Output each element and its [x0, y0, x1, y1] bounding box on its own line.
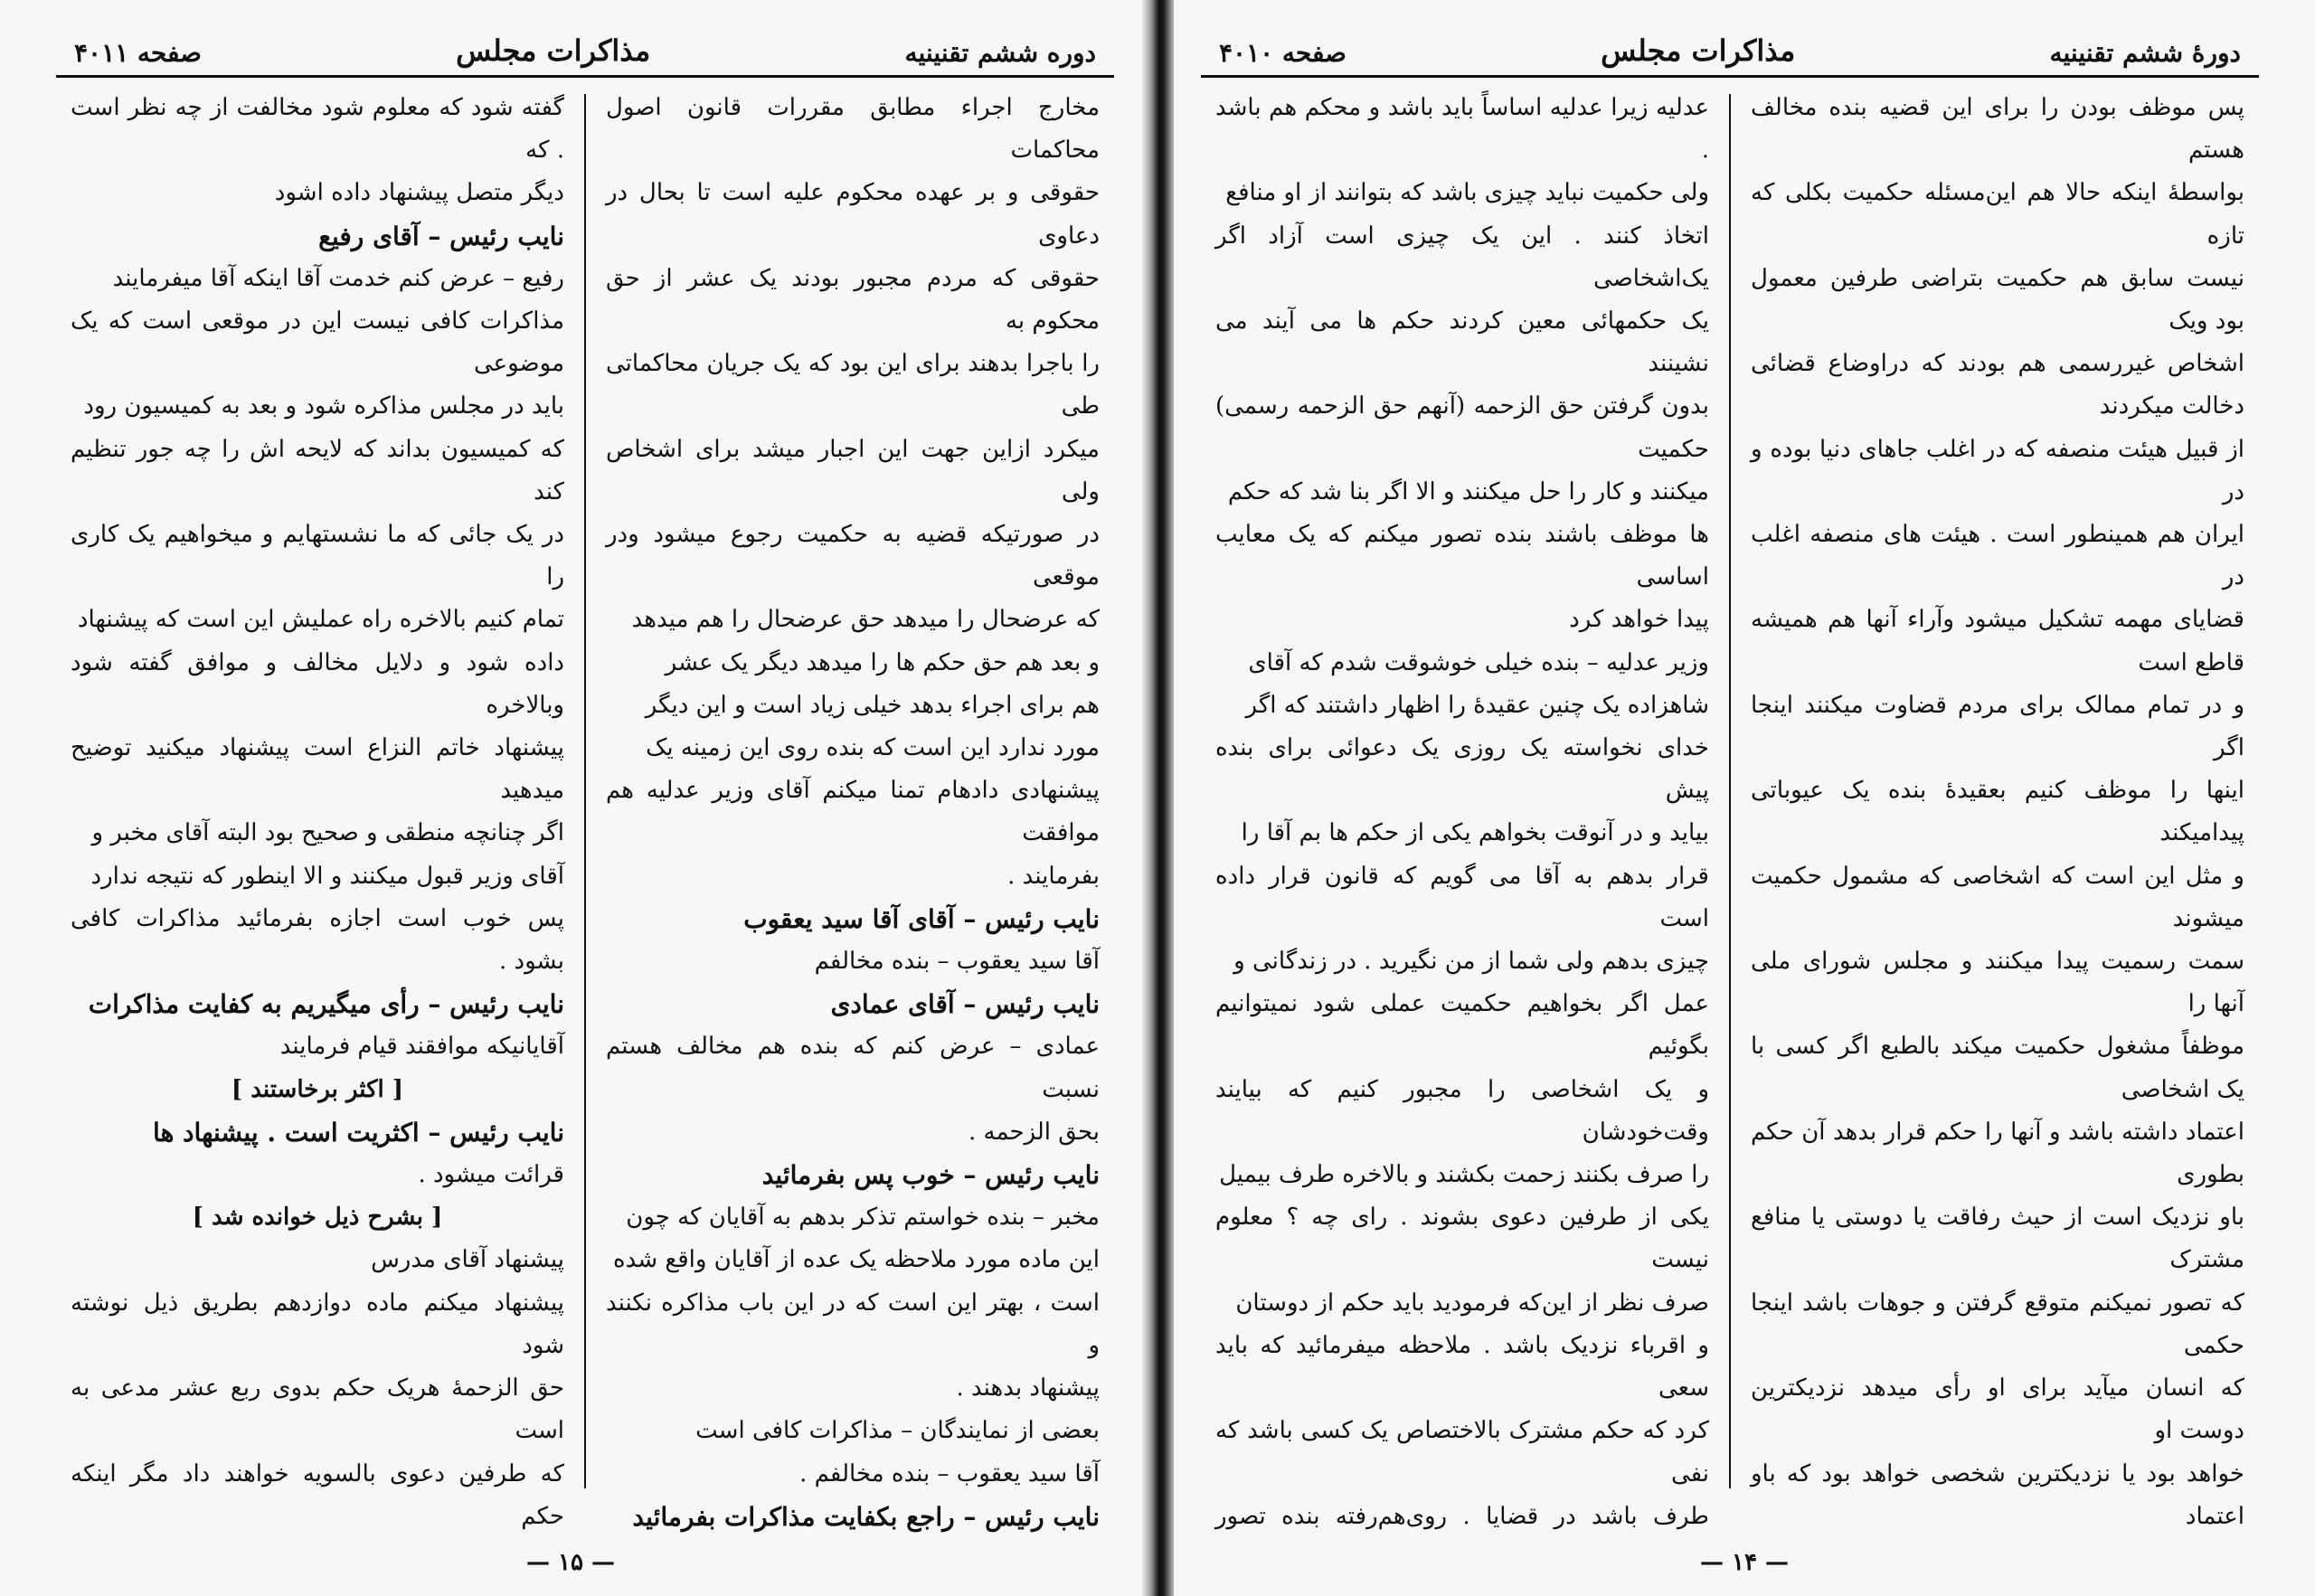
text-line: پس خوب است اجازه بفرمائید مذاکرات کافی بشود . — [71, 904, 564, 976]
text-line: دیگر متصل پیشنهاد داده اشود — [274, 179, 564, 207]
text-line: که تصور نمیکنم متوقع گرفتن و جوهات باشد اینجا حکمی — [1751, 1289, 2244, 1359]
text-line: که انسان میآید برای او رأی میدهد نزدیکترین دوست او — [1751, 1374, 2244, 1445]
text-line: ها موظف باشند بنده تصور میکنم که یک معایب اساسی — [1215, 521, 1709, 591]
text-line: مورد ندارد این است که بنده روی این زمینه یک — [646, 734, 1100, 762]
column-divider — [1729, 94, 1731, 1488]
text-line: موظفاً مشغول حکمیت میکند بالطبع اگر کسی با یک اشخاصی — [1751, 1033, 2244, 1103]
text-line: را باجرا بدهند برای این بود که یک جریان محاکماتی طی — [606, 350, 1100, 420]
journal-title: مذاکرات مجلس — [456, 33, 651, 68]
text-line: اینها را موظف کنیم بعقیدهٔ بنده یک عیوباتی پیدامیکند — [1751, 777, 2244, 847]
text-line: است ، بهتر این است که در این باب مذاکره نکنند و — [606, 1289, 1100, 1359]
text-line: وزیر عدلیه – بنده خیلی خوشوقت شدم که آقای — [1248, 648, 1709, 676]
text-line: کرد که حکم مشترک بالاختصاص یک کسی باشد که نفی — [1215, 1417, 1709, 1487]
text-line: بیاید و در آنوقت بخواهم یکی از حکم ها بم آقا را — [1241, 819, 1709, 847]
text-line: از قبیل هیئت منصفه که در اغلب جاهای دنیا بوده و در — [1751, 435, 2244, 505]
text-line: پیشنهاد خاتم النزاع است پیشنهاد میکنید توضیح میدهید — [71, 734, 564, 805]
page-number-label: صفحه ۴۰۱۰ — [1219, 38, 1346, 68]
text-line: حقوقی و بر عهده محکوم علیه است تا بحال در دعاوی — [606, 179, 1100, 250]
text-line: و اقرباء نزدیک باشد . ملاحظه میفرمائید که باید سعی — [1215, 1331, 1709, 1402]
text-line: بفرمایند . — [1007, 862, 1100, 890]
text-line: صرف نظر از این‌که فرمودید باید حکم از دوستان — [1235, 1289, 1709, 1317]
text-line: نایب رئیس – رأی میگیریم به کفایت مذاکرات — [88, 989, 564, 1020]
text-line: این ماده مورد ملاحظه یک عده از آقایان واقع شده — [613, 1246, 1100, 1274]
text-line — [606, 1538, 1100, 1543]
text-line: [ اکثر برخاستند ] — [231, 1075, 404, 1103]
text-line: یکی از طرفین دعوی بشوند . رای چه ؟ معلوم نیست — [1215, 1204, 1709, 1274]
text-line: آقا سید یعقوب – بنده مخالفم . — [799, 1459, 1100, 1487]
left-page — [0, 0, 1141, 1596]
text-line: میکنند و کار را حل میکنند و الا اگر بنا شد که حکم — [1227, 477, 1709, 505]
text-line: را صرف بکنند زحمت بکشند و بالاخره طرف بیمیل — [1219, 1161, 1709, 1189]
text-column-left — [1201, 87, 1724, 1543]
text-line: طرف باشد در قضایا . روی‌هم‌رفته بنده تصور — [1215, 1502, 1709, 1530]
text-line: نایب رئیس – آقای عمادی — [830, 989, 1100, 1020]
page-body — [1201, 87, 2259, 1543]
text-line: و مثل این است که اشخاصی که مشمول حکمیت میشوند — [1751, 862, 2244, 932]
text-line: و در تمام ممالک برای مردم قضاوت میکنند اینجا اگر — [1751, 691, 2244, 762]
text-line: اعتماد داشته باشد و آنها را حکم قرار بدهد آن حکم بطوری — [1751, 1118, 2244, 1189]
text-line: شاهزاده یک چنین عقیدهٔ را اظهار داشتند که اگر — [1245, 691, 1709, 719]
page-body — [56, 87, 1114, 1543]
text-line: بحق الزحمه . — [968, 1118, 1100, 1146]
text-line: باید در مجلس مذاکره شود و بعد به کمیسیون رود — [83, 392, 564, 420]
journal-title: مذاکرات مجلس — [1601, 33, 1796, 68]
text-line: پیشنهاد میکنم ماده دوازدهم بطریق ذیل نوشته شود — [71, 1289, 564, 1359]
text-line: گفته شود که معلوم شود مخالفت از چه نظر است . که — [71, 94, 564, 165]
text-column-right — [591, 87, 1114, 1543]
text-line: خدای نخواسته یک روزی یک دعوائی برای بنده پیش — [1215, 734, 1709, 805]
text-line: میکرد ازاین جهت این اجبار میشد برای اشخاص ولی — [606, 435, 1100, 505]
text-line: آقا سید یعقوب – بنده مخالفم — [814, 948, 1100, 976]
text-line: عدلیه زیرا عدلیه اساساً باید باشد و محکم هم باشد . — [1215, 94, 1709, 165]
text-line: بدون گرفتن حق الزحمه (آنهم حق الزحمه رسمی) حکمیت — [1215, 392, 1709, 463]
page-header — [1201, 0, 2259, 78]
text-line: رفیع – عرض کنم خدمت آقا اینکه آقا میفرمایند — [112, 264, 564, 292]
text-line: در صورتیکه قضیه به حکمیت رجوع میشود ودر موقعی — [606, 521, 1100, 591]
right-page — [1174, 0, 2315, 1596]
text-line: یک حکمهائی معین کردند حکم ها می آیند می نشینند — [1215, 307, 1709, 378]
text-line: مذاکرات کافی نیست این در موقعی است که یک موضوعی — [71, 307, 564, 378]
book-gutter — [1141, 0, 1174, 1596]
text-line: بواسطهٔ اینکه حالا هم این‌مسئله حکمیت بکلی که تازه — [1751, 179, 2244, 250]
text-line: نایب رئیس – راجع بکفایت مذاکرات بفرمائید — [632, 1501, 1100, 1532]
text-line: ایران هم همینطور است . هیئت های منصفه اغلب در — [1751, 521, 2244, 591]
text-line: نایب رئیس – اکثریت است . پیشنهاد ها — [153, 1117, 564, 1147]
text-line — [71, 1538, 564, 1543]
page-header — [56, 0, 1114, 78]
text-line: ولی حکمیت نباید چیزی باشد که بتوانند از او منافع — [1225, 179, 1709, 207]
text-line: پیدا خواهد کرد — [1569, 606, 1709, 634]
text-line: آقای وزیر قبول میکنند و الا اینطور که نتیجه ندارد — [90, 862, 564, 890]
page-number-label: صفحه ۴۰۱۱ — [74, 38, 202, 68]
text-line: حقوقی که مردم مجبور بودند یک عشر از حق محکوم به — [606, 264, 1100, 335]
text-line: سمت رسمیت پیدا میکنند و مجلس شورای ملی آنها را — [1751, 948, 2244, 1018]
page-footer-number: — ۱۴ — — [1699, 1549, 1790, 1576]
text-line: باو نزدیک است از حیث رفاقت یا دوستی یا منافع مشترک — [1751, 1204, 2244, 1274]
text-line: خواهد بود یا نزدیکترین شخصی خواهد بود که باو اعتماد — [1751, 1459, 2244, 1530]
text-line: داده شود و دلایل مخالف و موافق گفته شود وبالاخره — [71, 648, 564, 719]
text-column-right — [1736, 87, 2259, 1543]
text-line: نایب رئیس – خوب پس بفرمائید — [761, 1160, 1100, 1191]
text-line: نایب رئیس – آقای آقا سید یعقوب — [743, 903, 1100, 934]
text-line: نایب رئیس – آقای رفیع — [318, 221, 564, 251]
text-line: مخارج اجراء مطابق مقررات قانون اصول محاکمات — [606, 94, 1100, 165]
text-line: بعضی از نمایندگان – مذاکرات کافی است — [695, 1417, 1100, 1445]
text-line: حق الزحمهٔ هریک حکم بدوی ربع عشر مدعی به است — [71, 1374, 564, 1445]
text-line: و یک اشخاصی را مجبور کنیم که بیایند وقت‌خودشان — [1215, 1075, 1709, 1146]
text-line: اتخاذ کنند . این یک چیزی است آزاد اگر یک‌اشخاصی — [1215, 222, 1709, 292]
text-line: چیزی بدهم ولی شما از من نگیرید . در زندگانی و — [1233, 948, 1709, 976]
text-line: پیشنهاد آقای مدرس — [371, 1246, 564, 1274]
session-label: دورهٔ ششم تقنینیه — [2049, 38, 2241, 68]
text-line: پیشنهادی دادهام تمنا میکنم آقای وزیر عدلیه هم موافقت — [606, 777, 1100, 847]
text-line: آقایانیکه موافقند قیام فرمایند — [279, 1033, 564, 1061]
text-line: مخبر – بنده خواستم تذکر بدهم به آقایان که چون — [626, 1204, 1100, 1232]
text-line: که طرفین دعوی بالسویه خواهند داد مگر اینکه حکم — [71, 1459, 564, 1530]
column-divider — [584, 94, 586, 1488]
text-line: [ بشرح ذیل خوانده شد ] — [192, 1204, 443, 1232]
text-line: عمل اگر بخواهیم حکمیت عملی شود نمیتوانیم بگوئیم — [1215, 990, 1709, 1061]
text-line: که کمیسیون بداند که لایحه اش را چه جور تنظیم کند — [71, 435, 564, 505]
text-line: اشخاص غیررسمی هم بودند که دراوضاع قضائی دخالت میکردند — [1751, 350, 2244, 420]
text-line: پیشنهاد بدهند . — [956, 1374, 1100, 1402]
text-line — [1751, 1538, 2244, 1543]
text-line: قرار بدهم به آقا می گویم که قانون قرار داده است — [1215, 862, 1709, 932]
text-line: نیست سابق هم حکمیت بتراضی طرفین معمول بود ویک — [1751, 264, 2244, 335]
text-line: تمام کنیم بالاخره راه عملیش این است که پیشنهاد — [77, 606, 564, 634]
text-line: هم برای اجراء بدهد خیلی زیاد است و این دیگر — [645, 691, 1100, 719]
text-line: قضایای مهمه تشکیل میشود وآراء آنها هم همیشه قاطع است — [1751, 606, 2244, 676]
text-line: و بعد هم حق حکم ها را میدهد دیگر یک عشر — [665, 648, 1100, 676]
text-line: عمادی – عرض کنم که بنده هم مخالف هستم نسبت — [606, 1033, 1100, 1103]
text-line: اگر چنانچه منطقی و صحیح بود البته آقای مخبر و — [91, 819, 564, 847]
text-column-left — [56, 87, 579, 1543]
text-line: که عرضحال را میدهد حق عرضحال را هم میدهد — [631, 606, 1100, 634]
page-footer-number: — ۱۵ — — [525, 1549, 616, 1576]
text-line: پس موظف بودن را برای این قضیه بنده مخالف هستم — [1751, 94, 2244, 165]
session-label: دوره‌ ششم تقنینیه — [904, 38, 1096, 68]
text-line: قرائت میشود . — [418, 1161, 564, 1189]
text-line: در یک جائی که ما نشستهایم و میخواهیم یک کاری را — [71, 521, 564, 591]
